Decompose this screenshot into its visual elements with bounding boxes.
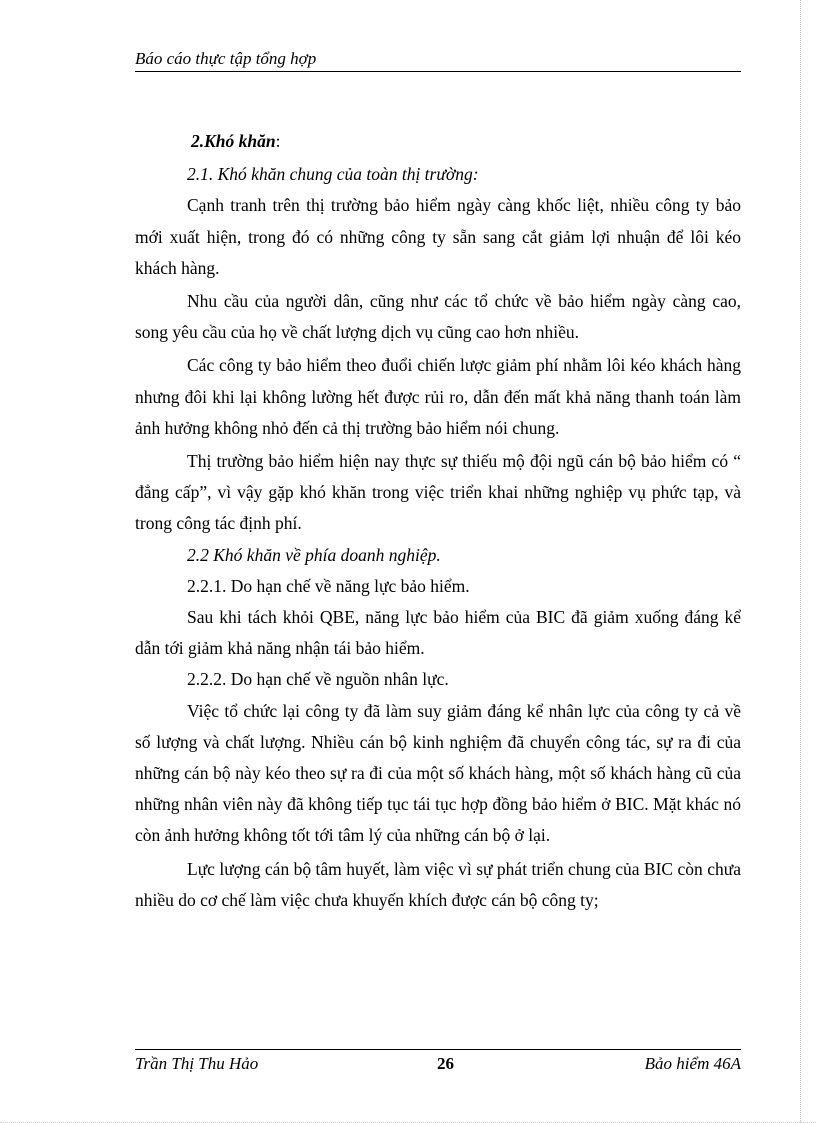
- paragraph-dedicated-staff: Lực lượng cán bộ tâm huyết, làm việc vì sự phát triển chung của BIC còn chưa nhiều do cơ chế làm việc chưa khuyến khích được cán bộ công ty;: [135, 858, 741, 910]
- footer-department: Bảo hiểm 46A: [644, 1054, 741, 1073]
- section-heading-text: 2.Khó khăn: [191, 131, 276, 151]
- page-number: 26: [437, 1054, 454, 1073]
- header-rule: [135, 71, 741, 72]
- paragraph-staff-shortage: Thị trường bảo hiểm hiện nay thực sự thiếu mộ đội ngũ cán bộ bảo hiểm có “ đẳng cấp”, vì vậy gặp khó khăn trong việc triển khai những nghiệp vụ phức tạp, và trong công tác định phí.: [135, 451, 741, 534]
- section-heading: [135, 126, 741, 157]
- paragraph-reorganization: Việc tổ chức lại công ty đã làm suy giảm đáng kể nhân lực của công ty cả về số lượng và chất lượng. Nhiều cán bộ kinh nghiệm đã chuyển công tác, sự ra đi của những cán bộ này kéo theo sự ra đi của một số khách hàng, một số khách hàng cũ của những nhân viên này đã không tiếp tục tái tục hợp đồng bảo hiểm ở BIC. Mặt khác nó còn ảnh hưởng không tốt tới tâm lý của những cán bộ ở lại.: [135, 700, 741, 846]
- running-header: Báo cáo thực tập tổng hợp: [135, 49, 317, 68]
- footer-rule: [135, 1049, 741, 1050]
- page-footer: [135, 1052, 741, 1076]
- page-edge-right: [800, 0, 801, 1123]
- paragraph-competition: Cạnh tranh trên thị trường bảo hiểm ngày càng khốc liệt, nhiều công ty bảo mới xuất hiện, trong đó có những công ty sẵn sang cắt giảm lợi nhuận để lôi kéo khách hàng.: [135, 195, 741, 278]
- footer-author: Trần Thị Thu Hảo: [135, 1054, 259, 1073]
- subsection-heading-2-2-2: 2.2.2. Do hạn chế về nguồn nhân lực.: [187, 669, 449, 690]
- subsection-heading-2-2: 2.2 Khó khăn về phía doanh nghiệp.: [187, 544, 441, 565]
- paragraph-capacity: Sau khi tách khỏi QBE, năng lực bảo hiểm của BIC đã giảm xuống đáng kể dẫn tới giảm khả năng nhận tái bảo hiểm.: [135, 607, 741, 659]
- paragraph-demand: Nhu cầu của người dân, cũng như các tổ chức về bảo hiểm ngày càng cao, song yêu cầu của họ về chất lượng dịch vụ cũng cao hơn nhiều.: [135, 291, 741, 343]
- subsection-heading-2-1: 2.1. Khó khăn chung của toàn thị trường:: [187, 164, 479, 185]
- section-heading-colon: :: [275, 131, 281, 151]
- paragraph-pricing-strategy: Các công ty bảo hiểm theo đuổi chiến lược giảm phí nhằm lôi kéo khách hàng nhưng đôi khi lại không lường hết được rủi ro, dẫn đến mất khả năng thanh toán làm ảnh hưởng không nhỏ đến cả thị trường bảo hiểm nói chung.: [135, 355, 741, 438]
- subsection-heading-2-2-1: 2.2.1. Do hạn chế về năng lực bảo hiểm.: [187, 575, 470, 596]
- document-body: [135, 126, 741, 916]
